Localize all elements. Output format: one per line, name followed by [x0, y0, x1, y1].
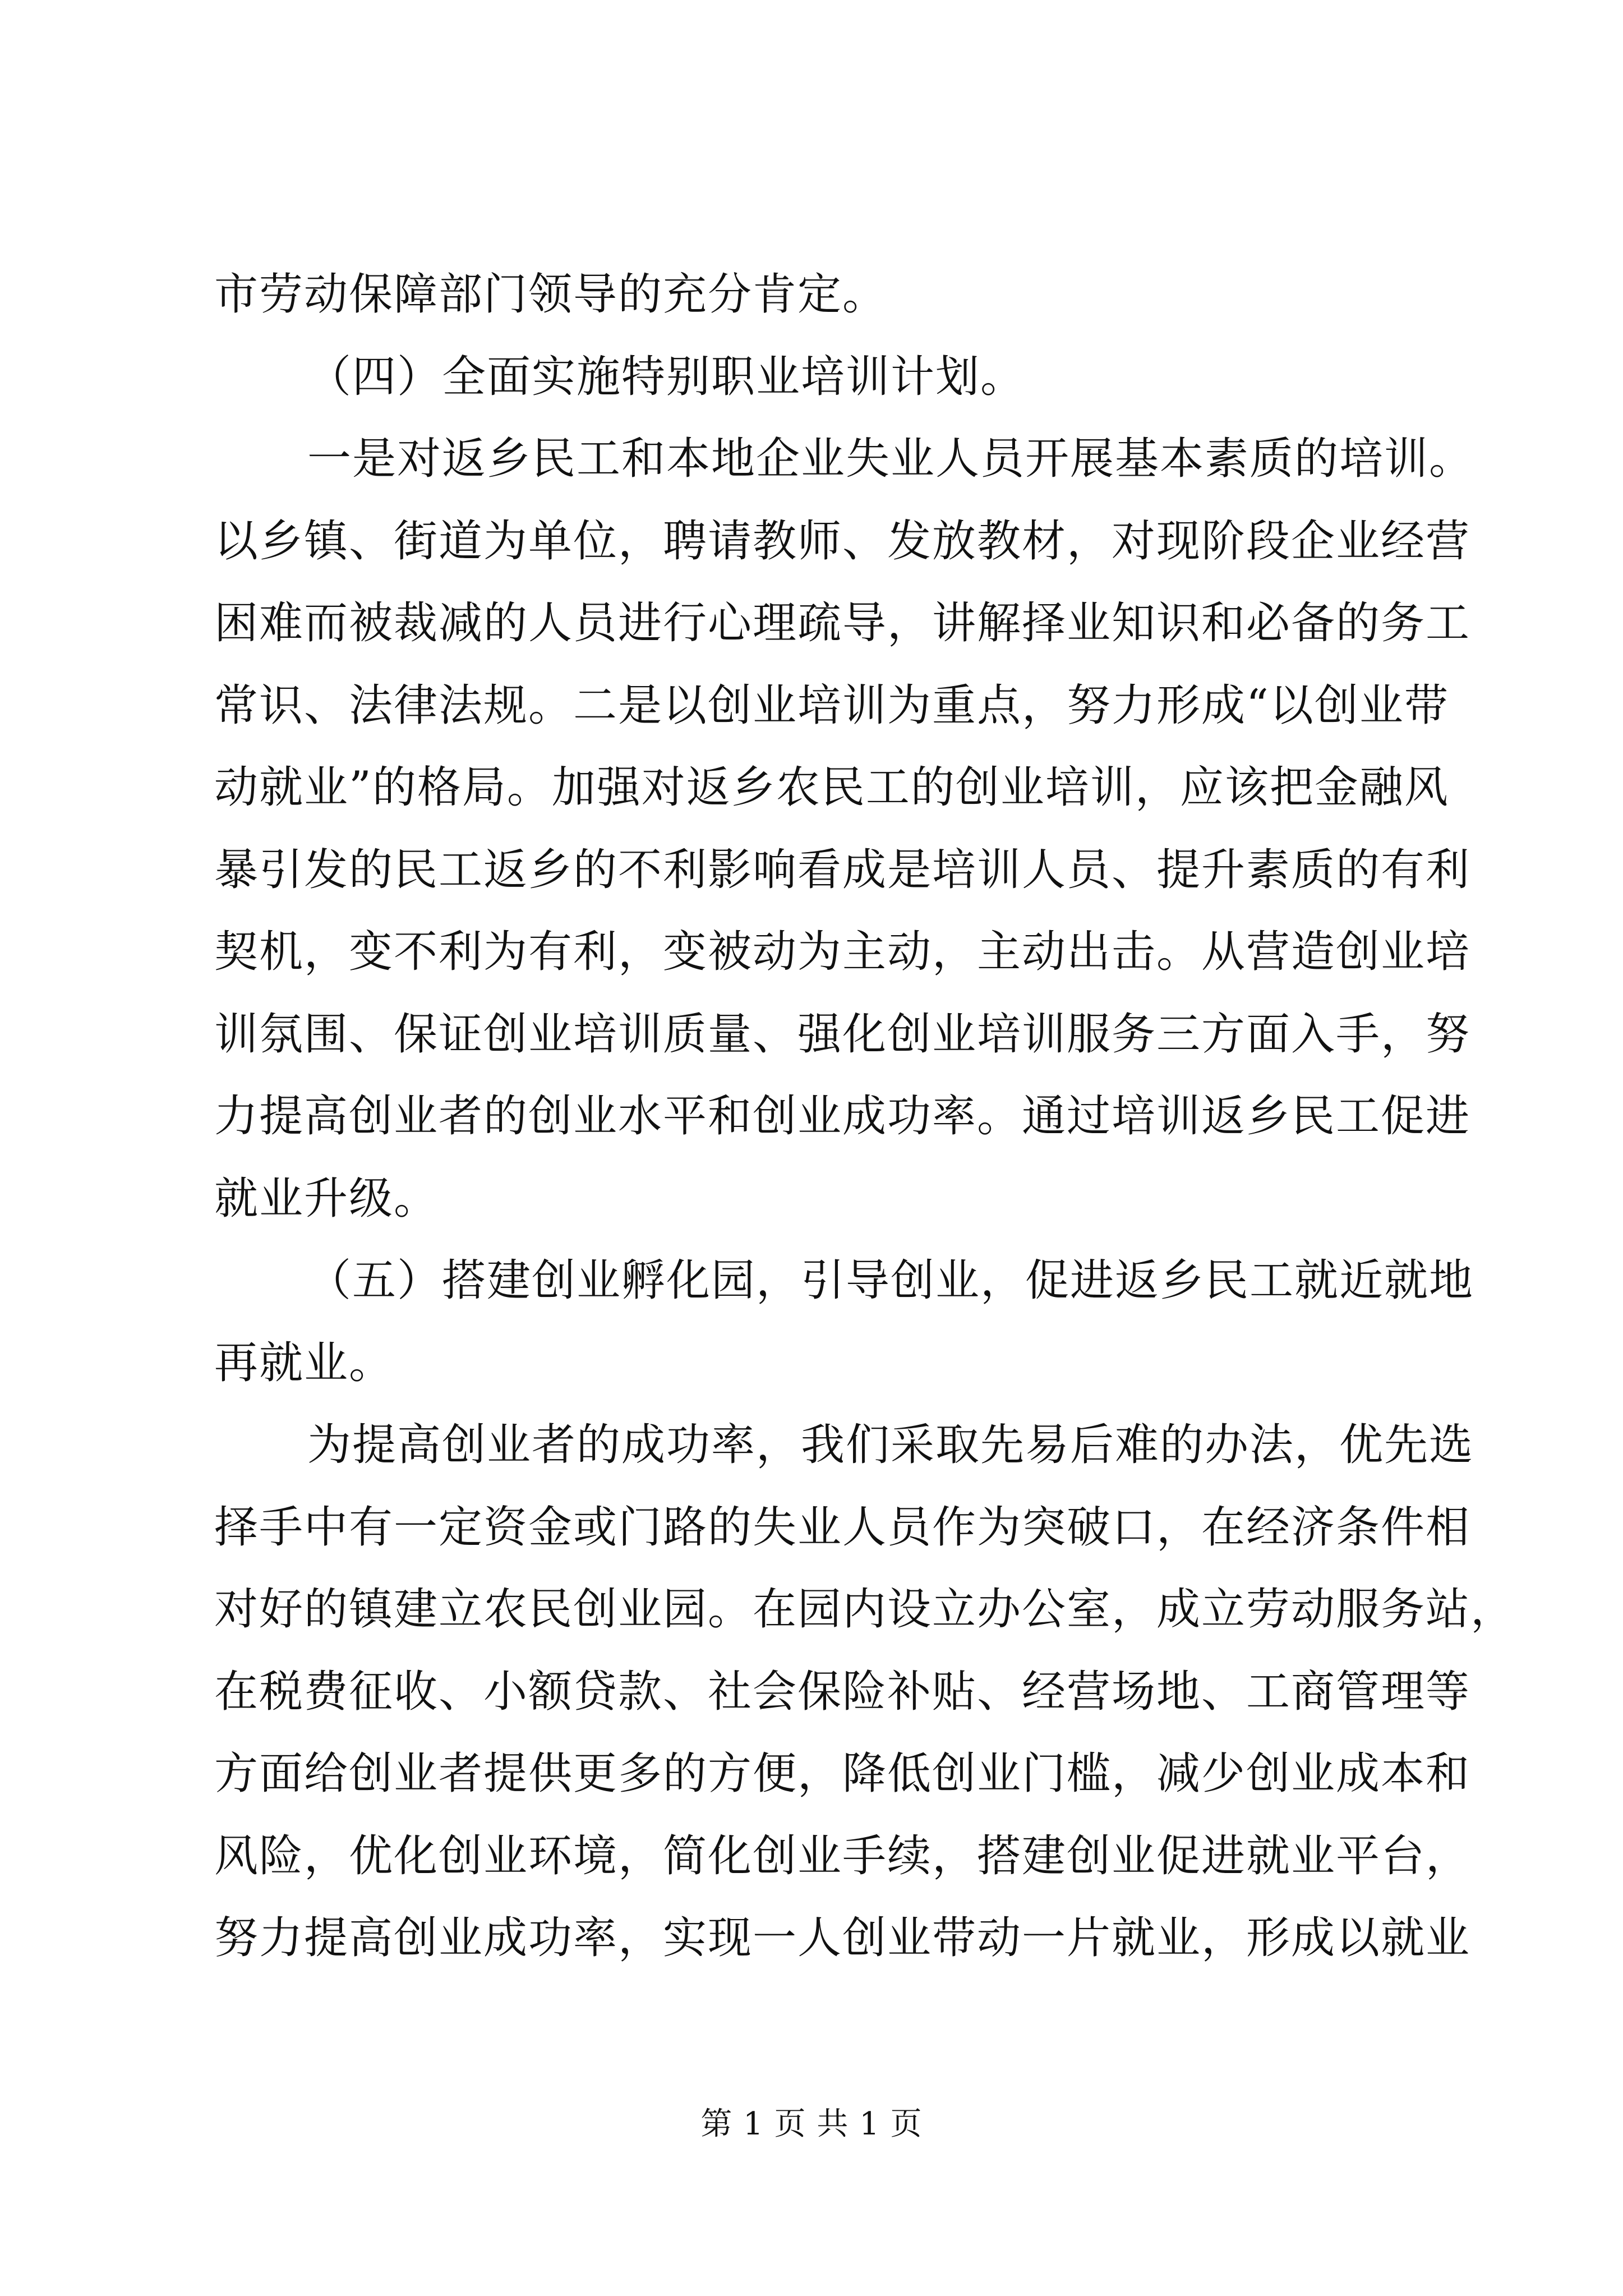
text-line: 常识、法律法规。二是以创业培训为重点，努力形成“以创业带: [214, 680, 1449, 731]
text-line: 再就业。: [214, 1337, 394, 1388]
text-line: 努力提高创业成功率，实现一人创业带动一片就业，形成以就业: [214, 1913, 1471, 1963]
text-line: 对好的镇建立农民创业园。在园内设立办公室，成立劳动服务站，: [214, 1584, 1516, 1635]
text-line: 动就业”的格局。加强对返乡农民工的创业培训，应该把金融风: [214, 762, 1449, 813]
text-line: 以乡镇、街道为单位，聘请教师、发放教材，对现阶段企业经营: [214, 516, 1471, 567]
text-line: 训氛围、保证创业培训质量、强化创业培训服务三方面入手，努: [214, 1009, 1471, 1060]
text-line: 在税费征收、小额贷款、社会保险补贴、经营场地、工商管理等: [214, 1666, 1471, 1717]
page-number-footer: 第 1 页 共 1 页: [700, 2106, 923, 2142]
text-line: 风险，优化创业环境，简化创业手续，搭建创业促进就业平台，: [214, 1830, 1471, 1881]
text-line: 暴引发的民工返乡的不利影响看成是培训人员、提升素质的有利: [214, 844, 1471, 895]
text-line: 方面给创业者提供更多的方便，降低创业门槛，减少创业成本和: [214, 1749, 1471, 1799]
paragraph-start: 一是对返乡民工和本地企业失业人员开展基本素质的培训。: [307, 434, 1474, 484]
text-line: 就业升级。: [214, 1173, 439, 1224]
body-text: [214, 254, 1516, 1980]
text-line: 力提高创业者的创业水平和创业成功率。通过培训返乡民工促进: [214, 1091, 1471, 1142]
paragraph-start: 为提高创业者的成功率，我们采取先易后难的办法，优先选: [307, 1420, 1474, 1470]
section-heading-5: （五）搭建创业孵化园，引导创业，促进返乡民工就近就地: [307, 1255, 1474, 1306]
text-line: 择手中有一定资金或门路的失业人员作为突破口，在经济条件相: [214, 1502, 1471, 1553]
text-line: 困难而被裁减的人员进行心理疏导，讲解择业知识和必备的务工: [214, 598, 1471, 648]
text-line: 市劳动保障部门领导的充分肯定。: [214, 269, 888, 320]
text-line: 契机，变不利为有利，变被动为主动，主动出击。从营造创业培: [214, 927, 1471, 977]
section-heading-4: （四）全面实施特别职业培训计划。: [307, 351, 1026, 402]
